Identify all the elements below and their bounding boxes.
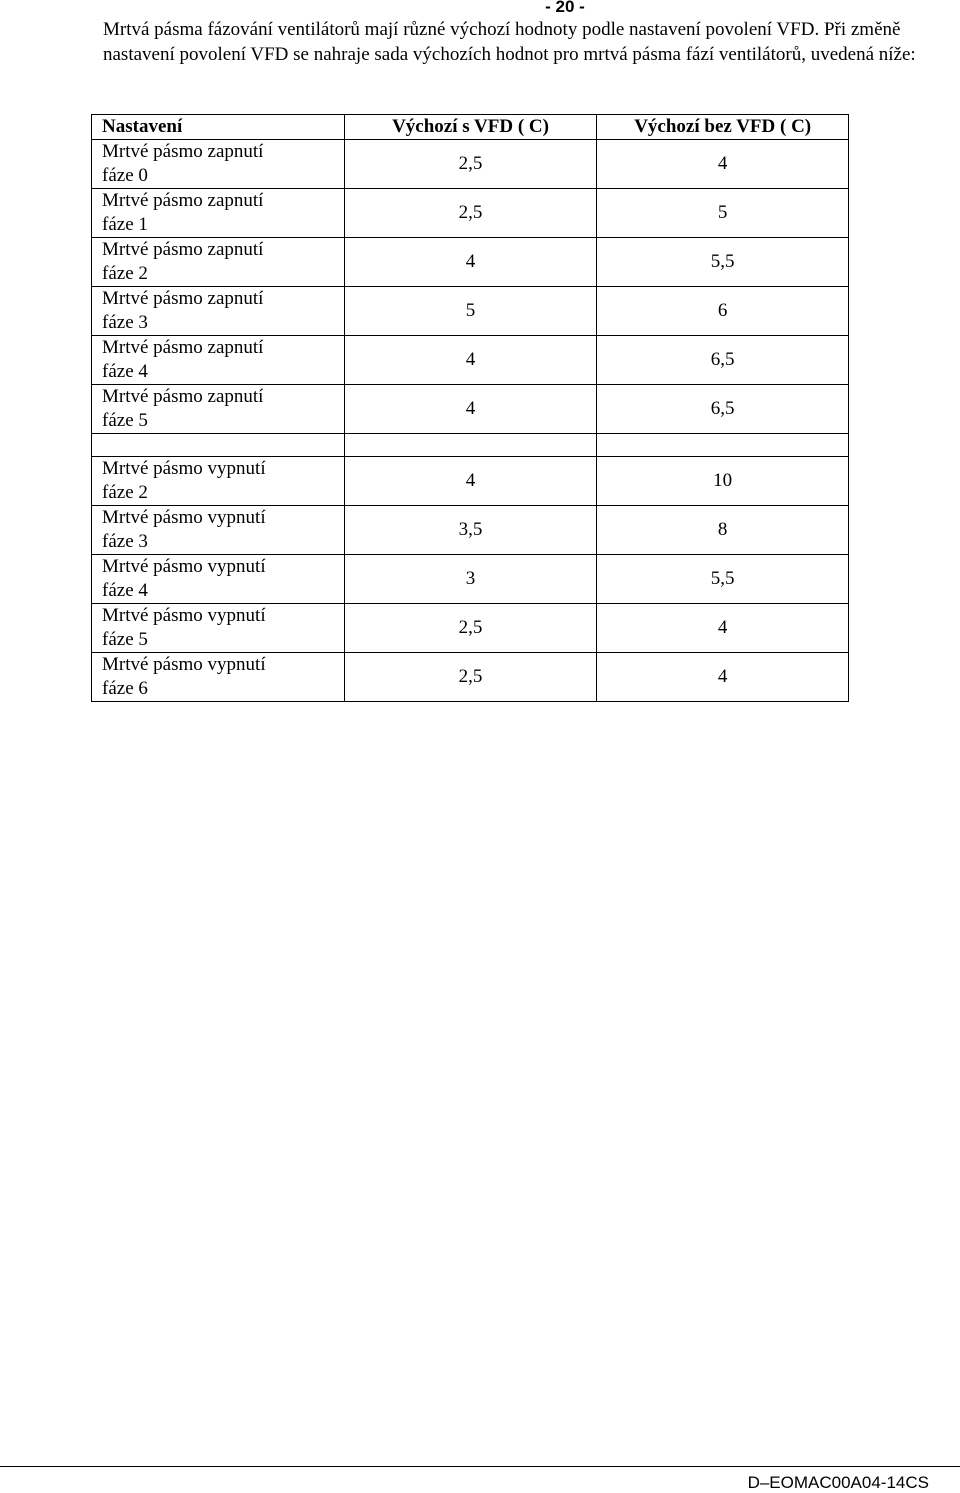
label-line: fáze 0 (102, 165, 148, 186)
label-line: fáze 5 (102, 629, 148, 650)
value-with-vfd: 4 (344, 336, 597, 385)
row-label (92, 604, 345, 653)
label-line: Mrtvé pásmo zapnutí (102, 337, 264, 358)
table-row (92, 385, 849, 434)
row-label (92, 385, 345, 434)
value-with-vfd: 2,5 (344, 140, 597, 189)
value-without-vfd: 5,5 (597, 555, 849, 604)
value-with-vfd: 2,5 (344, 189, 597, 238)
label-line: Mrtvé pásmo zapnutí (102, 141, 264, 162)
label-line: Mrtvé pásmo vypnutí (102, 507, 266, 528)
table-row (92, 140, 849, 189)
footer-divider (0, 1466, 960, 1467)
label-line: Mrtvé pásmo vypnutí (102, 654, 266, 675)
value-with-vfd: 2,5 (344, 653, 597, 702)
label-line: Mrtvé pásmo vypnutí (102, 458, 266, 479)
row-label (92, 555, 345, 604)
value-with-vfd: 5 (344, 287, 597, 336)
row-label (92, 238, 345, 287)
value-with-vfd: 3 (344, 555, 597, 604)
value-without-vfd: 4 (597, 140, 849, 189)
label-line: fáze 2 (102, 482, 148, 503)
row-label (92, 506, 345, 555)
table-row (92, 653, 849, 702)
spacer-cell (597, 434, 849, 457)
value-without-vfd: 6 (597, 287, 849, 336)
table-row (92, 287, 849, 336)
label-line: fáze 1 (102, 214, 148, 235)
label-line: Mrtvé pásmo vypnutí (102, 556, 266, 577)
label-line: Mrtvé pásmo zapnutí (102, 288, 264, 309)
value-without-vfd: 5,5 (597, 238, 849, 287)
value-without-vfd: 6,5 (597, 385, 849, 434)
value-with-vfd: 4 (344, 385, 597, 434)
table-row (92, 506, 849, 555)
label-line: fáze 6 (102, 678, 148, 699)
value-with-vfd: 3,5 (344, 506, 597, 555)
value-without-vfd: 5 (597, 189, 849, 238)
label-line: fáze 5 (102, 410, 148, 431)
table-row (92, 238, 849, 287)
value-without-vfd: 4 (597, 653, 849, 702)
row-label (92, 189, 345, 238)
value-without-vfd: 10 (597, 457, 849, 506)
header-with-vfd: Výchozí s VFD ( C) (344, 115, 597, 140)
table-row (92, 189, 849, 238)
header-without-vfd: Výchozí bez VFD ( C) (597, 115, 849, 140)
row-label (92, 287, 345, 336)
table-spacer-row (92, 434, 849, 457)
spacer-cell (92, 434, 345, 457)
value-with-vfd: 4 (344, 457, 597, 506)
label-line: Mrtvé pásmo vypnutí (102, 605, 266, 626)
label-line: Mrtvé pásmo zapnutí (102, 239, 264, 260)
table-header-row (92, 115, 849, 140)
label-line: Mrtvé pásmo zapnutí (102, 190, 264, 211)
value-with-vfd: 4 (344, 238, 597, 287)
value-without-vfd: 6,5 (597, 336, 849, 385)
value-without-vfd: 8 (597, 506, 849, 555)
label-line: Mrtvé pásmo zapnutí (102, 386, 264, 407)
table-row (92, 336, 849, 385)
deadband-table (91, 114, 849, 702)
row-label (92, 336, 345, 385)
document-code: D–EOMAC00A04-14CS (747, 1473, 929, 1492)
table-row (92, 604, 849, 653)
row-label (92, 457, 345, 506)
label-line: fáze 3 (102, 312, 148, 333)
table-row (92, 457, 849, 506)
label-line: fáze 2 (102, 263, 148, 284)
intro-paragraph: Mrtvá pásma fázování ventilátorů mají různé výchozí hodnoty podle nastavení povolení VFD. Při změně nastavení povolení VFD se nahraje sada výchozích hodnot pro mrtvá pásma fází ventilátorů, uvedená níže: (103, 19, 916, 65)
value-without-vfd: 4 (597, 604, 849, 653)
label-line: fáze 4 (102, 361, 148, 382)
value-with-vfd: 2,5 (344, 604, 597, 653)
row-label (92, 653, 345, 702)
label-line: fáze 3 (102, 531, 148, 552)
spacer-cell (344, 434, 597, 457)
label-line: fáze 4 (102, 580, 148, 601)
row-label (92, 140, 345, 189)
table-row (92, 555, 849, 604)
header-setting: Nastavení (92, 115, 345, 140)
page-number: - 20 - (545, 0, 585, 16)
